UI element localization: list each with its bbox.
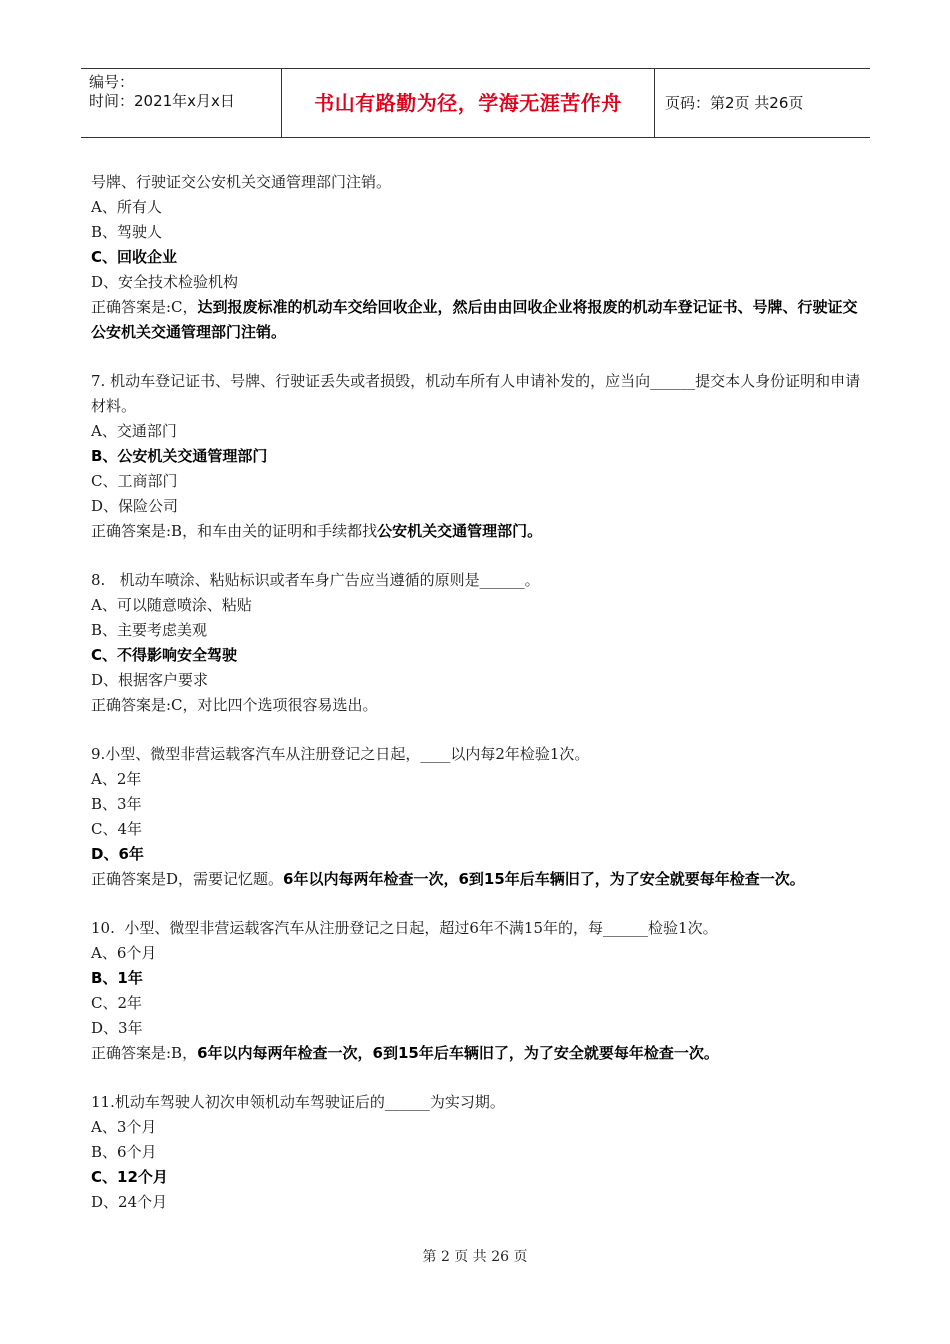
q6-option-b: B、驾驶人	[91, 223, 163, 241]
q7-option-a: A、交通部门	[91, 422, 177, 440]
header-page-info: 页码：第2页 共26页	[665, 94, 804, 112]
q8-answer: 正确答案是:C，对比四个选项很容易选出。	[91, 696, 378, 714]
q10-option-a: A、6个月	[91, 944, 157, 962]
question-9: 9.小型、微型非营运载客汽车从注册登记之日起，____以内每2年检验1次。	[91, 745, 590, 763]
q10-option-b-correct: B、1年	[91, 969, 143, 987]
q9-answer-explanation: 6年以内每两年检查一次，6到15年后车辆旧了，为了安全就要每年检查一次。	[283, 870, 805, 888]
q9-option-d-correct: D、6年	[91, 845, 144, 863]
page-footer: 第 2 页 共 26 页	[422, 1249, 528, 1265]
q8-option-d: D、根据客户要求	[91, 671, 209, 689]
q9-answer-prefix: 正确答案是D，需要记忆题。	[91, 870, 284, 888]
q8-option-b: B、主要考虑美观	[91, 621, 208, 639]
q6-answer	[91, 295, 866, 345]
header-meta	[81, 69, 282, 137]
time-label: 时间：2021年x月x日	[89, 92, 235, 110]
q7-answer-explanation: 公安机关交通管理部门。	[377, 522, 543, 540]
question-7: 7. 机动车登记证书、号牌、行驶证丢失或者损毁，机动车所有人申请补发的，应当向______提交本人身份证明和申请材料。	[91, 372, 861, 415]
question-6-continuation: 号牌、行驶证交公安机关交通管理部门注销。	[91, 173, 392, 191]
q10-option-c: C、2年	[91, 994, 143, 1012]
q6-option-d: D、安全技术检验机构	[91, 273, 239, 291]
q6-option-a: A、所有人	[91, 198, 162, 216]
page-header	[81, 68, 870, 138]
q11-option-d: D、24个月	[91, 1193, 168, 1211]
number-label: 编号：	[89, 73, 135, 91]
q6-option-c-correct: C、回收企业	[91, 248, 178, 266]
q7-answer-prefix: 正确答案是:B，和车由关的证明和手续都找	[91, 522, 378, 540]
q11-option-a: A、3个月	[91, 1118, 157, 1136]
question-10: 10. 小型、微型非营运载客汽车从注册登记之日起，超过6年不满15年的，每______检验1次。	[91, 919, 718, 937]
q10-answer	[91, 1041, 866, 1066]
q8-option-c-correct: C、不得影响安全驾驶	[91, 646, 238, 664]
q7-answer	[91, 519, 866, 544]
q9-answer	[91, 867, 866, 892]
q7-option-b-correct: B、公安机关交通管理部门	[91, 447, 268, 465]
q11-option-c-correct: C、12个月	[91, 1168, 168, 1186]
question-8: 8. 机动车喷涂、粘贴标识或者车身广告应当遵循的原则是______。	[91, 571, 540, 589]
q10-answer-prefix: 正确答案是:B，	[91, 1044, 198, 1062]
header-motto: 书山有路勤为径，学海无涯苦作舟	[282, 69, 655, 137]
q7-option-d: D、保险公司	[91, 497, 179, 515]
q9-option-c: C、4年	[91, 820, 143, 838]
q10-answer-explanation: 6年以内每两年检查一次，6到15年后车辆旧了，为了安全就要每年检查一次。	[197, 1044, 719, 1062]
q11-option-b: B、6个月	[91, 1143, 157, 1161]
q10-option-d: D、3年	[91, 1019, 143, 1037]
q8-option-a: A、可以随意喷涂、粘贴	[91, 596, 252, 614]
q9-option-b: B、3年	[91, 795, 142, 813]
question-content	[91, 170, 866, 1215]
q9-option-a: A、2年	[91, 770, 142, 788]
q6-answer-prefix: 正确答案是:C，	[91, 298, 198, 316]
q6-answer-explanation: 达到报废标准的机动车交给回收企业，然后由由回收企业将报废的机动车登记证书、号牌、行驶证交公安机关交通管理部门注销。	[91, 298, 858, 341]
q7-option-c: C、工商部门	[91, 472, 178, 490]
question-11: 11.机动车驾驶人初次申领机动车驾驶证后的______为实习期。	[91, 1093, 505, 1111]
